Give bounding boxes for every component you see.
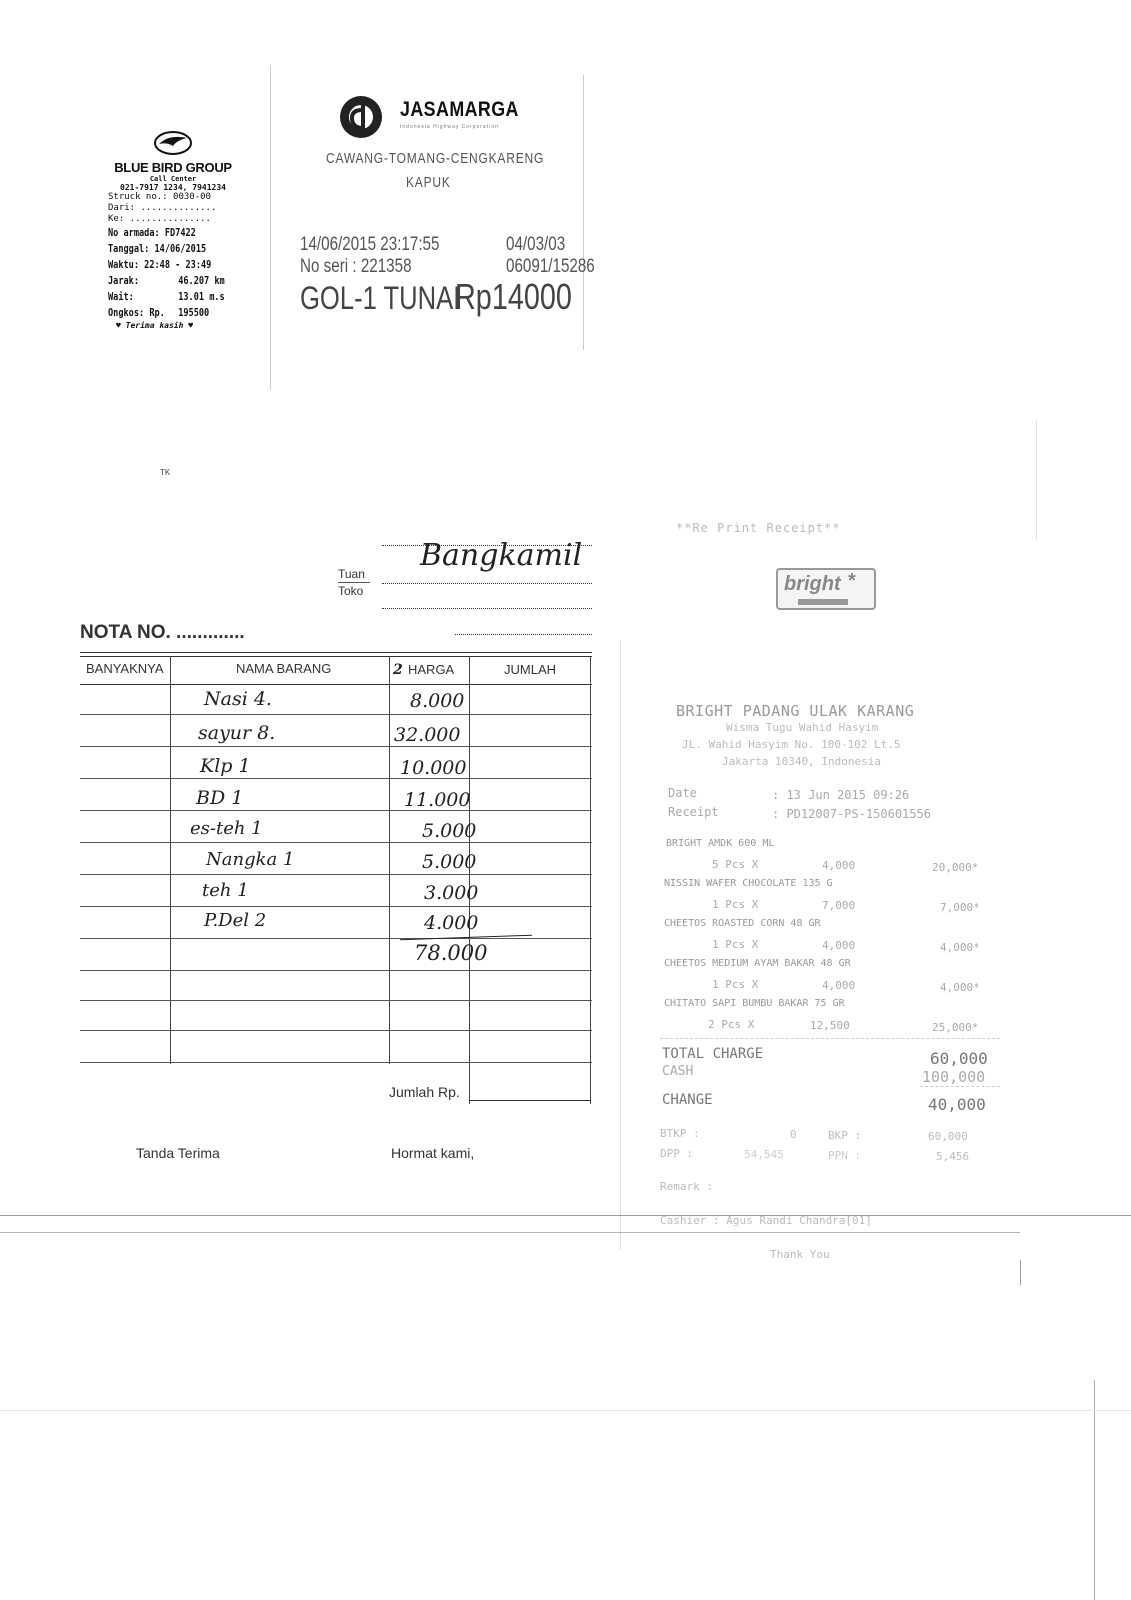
bright-item-total: 7,000* — [940, 901, 980, 914]
bright-item-name: BRIGHT AMDK 600 ML — [666, 838, 775, 849]
bright-item-qty: 1 Pcs X — [712, 938, 759, 951]
jasamarga-datetime: 14/06/2015 23:17:55 — [300, 234, 440, 255]
nota-number: NOTA NO. ............. — [80, 622, 245, 643]
jasamarga-logo-icon — [338, 94, 384, 140]
bright-date-value: : 13 Jun 2015 09:26 — [772, 788, 910, 802]
item-harga: 5.000 — [422, 820, 477, 842]
bluebird-ongkos-label: Ongkos: Rp. — [108, 306, 165, 319]
item-nama: es-teh 1 — [190, 818, 263, 839]
bright-item-total: 20,000* — [932, 861, 979, 874]
bright-change-label: CHANGE — [662, 1092, 713, 1108]
item-harga: 10.000 — [400, 757, 467, 779]
bright-addr1: Wisma Tugu Wahid Hasyim — [726, 721, 879, 734]
bright-item-price: 4,000 — [822, 979, 856, 992]
bright-logo — [776, 568, 876, 610]
bright-item-name: CHITATO SAPI BUMBU BAKAR 75 GR — [664, 998, 845, 1009]
bright-item-total: 4,000* — [940, 981, 980, 994]
bright-item-name: CHEETOS MEDIUM AYAM BAKAR 48 GR — [664, 958, 851, 969]
bright-reprint: **Re Print Receipt** — [676, 521, 841, 535]
bluebird-phone: 021-7917 1234, 7941234 — [120, 183, 226, 192]
bright-store: BRIGHT PADANG ULAK KARANG — [676, 702, 915, 720]
bright-item-price: 4,000 — [822, 859, 856, 872]
bright-ppn-label: PPN : — [828, 1149, 862, 1162]
item-nama: Nangka 1 — [206, 849, 295, 870]
item-nama: Klp 1 — [200, 755, 251, 777]
item-harga: 32.000 — [394, 724, 461, 746]
jasamarga-receipt — [300, 90, 595, 330]
bluebird-jarak-value: 46.207 km — [178, 274, 225, 287]
bright-item-name: CHEETOS ROASTED CORN 48 GR — [664, 918, 821, 929]
bright-total-charge-value: 60,000 — [930, 1049, 988, 1068]
jasamarga-amount: Rp14000 — [455, 276, 572, 317]
bright-item-price: 12,500 — [810, 1019, 850, 1032]
jasamarga-ref: 06091/15286 — [506, 256, 595, 277]
bluebird-ongkos-value: 195500 — [178, 306, 210, 319]
bright-btkp-value: 0 — [790, 1128, 797, 1141]
bluebird-wait-label: Wait: — [108, 290, 134, 303]
jumlah-rp-label: Jumlah Rp. — [389, 1084, 460, 1100]
bright-receipt-label: Receipt — [668, 805, 719, 819]
bright-cashier: Cashier : Agus Randi Chandra[01] — [660, 1214, 872, 1227]
bright-item-total: 25,000* — [932, 1021, 979, 1034]
bright-addr2: JL. Wahid Hasyim No. 100-102 Lt.5 — [682, 738, 901, 751]
bright-item-qty: 1 Pcs X — [712, 978, 759, 991]
jasamarga-code: 04/03/03 — [506, 234, 566, 255]
item-harga: 3.000 — [424, 882, 479, 904]
bright-ppn-value: 5,456 — [936, 1150, 970, 1163]
bluebird-jarak-label: Jarak: — [108, 274, 140, 287]
table-header-jumlah: JUMLAH — [504, 662, 557, 677]
table-header-nama-barang: NAMA BARANG — [236, 661, 332, 676]
bluebird-wait-value: 13.01 m.s — [178, 290, 225, 303]
bluebird-dari: Dari: .............. — [108, 203, 217, 213]
bright-item-qty: 5 Pcs X — [712, 858, 759, 871]
bright-dpp-label: DPP : — [660, 1147, 694, 1160]
item-harga: 5.000 — [422, 851, 477, 873]
nota-customer-name: Bangkamil — [420, 538, 583, 573]
bright-item-total: 4,000* — [940, 941, 980, 954]
receipt-edge — [270, 65, 271, 390]
bright-receipt-value: : PD12007-PS-150601556 — [772, 807, 931, 821]
bright-bkp-label: BKP : — [828, 1129, 862, 1142]
jasamarga-route-2: KAPUK — [406, 174, 451, 191]
bright-bkp-value: 60,000 — [928, 1130, 968, 1143]
tanda-terima-label: Tanda Terima — [136, 1145, 220, 1161]
bright-item-qty: 2 Pcs X — [708, 1018, 755, 1031]
bluebird-tanggal: Tanggal: 14/06/2015 — [108, 242, 207, 255]
nota-tuan-label: Tuan — [338, 567, 365, 581]
table-header-harga-prefix: 2 — [393, 662, 403, 678]
bluebird-struck: Struck no.: 0030-00 — [108, 192, 211, 202]
bright-star-icon: * — [848, 570, 856, 592]
jasamarga-gol: GOL-1 TUNAI — [300, 280, 461, 316]
jasamarga-route: CAWANG-TOMANG-CENGKARENG — [326, 150, 545, 167]
nota-tk: TK — [160, 468, 171, 477]
bluebird-armada: No armada: FD7422 — [108, 226, 196, 239]
bright-cash-label: CASH — [662, 1064, 694, 1079]
item-harga: 4.000 — [424, 912, 479, 934]
bright-item-price: 4,000 — [822, 939, 856, 952]
bluebird-ke: Ke: ............... — [108, 214, 211, 224]
bright-item-price: 7,000 — [822, 899, 856, 912]
hormat-kami-label: Hormat kami, — [391, 1145, 475, 1161]
bluebird-waktu: Waktu: 22:48 - 23:49 — [108, 258, 212, 271]
item-nama: Nasi 4. — [204, 688, 272, 710]
item-nama: teh 1 — [202, 880, 249, 901]
bright-addr3: Jakarta 10340, Indonesia — [722, 755, 881, 768]
bright-item-name: NISSIN WAFER CHOCOLATE 135 G — [664, 878, 833, 889]
table-header-harga: HARGA — [408, 662, 455, 677]
bluebird-thanks: ♥ Terima kasih ♥ — [116, 321, 194, 330]
item-nama: sayur 8. — [198, 722, 276, 744]
jasamarga-no-seri: No seri : 221358 — [300, 256, 412, 277]
bright-total-charge-label: TOTAL CHARGE — [662, 1046, 764, 1062]
item-harga: 11.000 — [404, 789, 471, 811]
bright-cash-value: 100,000 — [922, 1068, 986, 1086]
bright-logo-text: bright — [784, 573, 841, 595]
jasamarga-brand: JASAMARGA — [400, 98, 519, 121]
bright-remark: Remark : — [660, 1180, 713, 1193]
item-nama: BD 1 — [196, 787, 244, 809]
item-nama: P.Del 2 — [204, 910, 267, 931]
bright-thanks: Thank You — [770, 1248, 830, 1261]
bluebird-logo-icon — [153, 128, 193, 156]
bluebird-receipt — [108, 128, 238, 330]
jasamarga-tagline: Indonesia Highway Corporation — [400, 124, 499, 130]
bright-change-value: 40,000 — [928, 1095, 986, 1114]
bluebird-call-center: Call Center — [149, 175, 197, 183]
bright-dpp-value: 54,545 — [744, 1148, 784, 1161]
nota-total: 78.000 — [414, 941, 488, 965]
bright-btkp-label: BTKP : — [660, 1127, 700, 1140]
bright-item-qty: 1 Pcs X — [712, 898, 759, 911]
item-harga: 8.000 — [410, 690, 465, 712]
table-header-banyaknya: BANYAKNYA — [86, 661, 164, 676]
nota-toko-label: Toko — [338, 584, 364, 598]
bluebird-title: BLUE BIRD GROUP — [114, 160, 232, 175]
bright-date-label: Date — [668, 786, 697, 800]
